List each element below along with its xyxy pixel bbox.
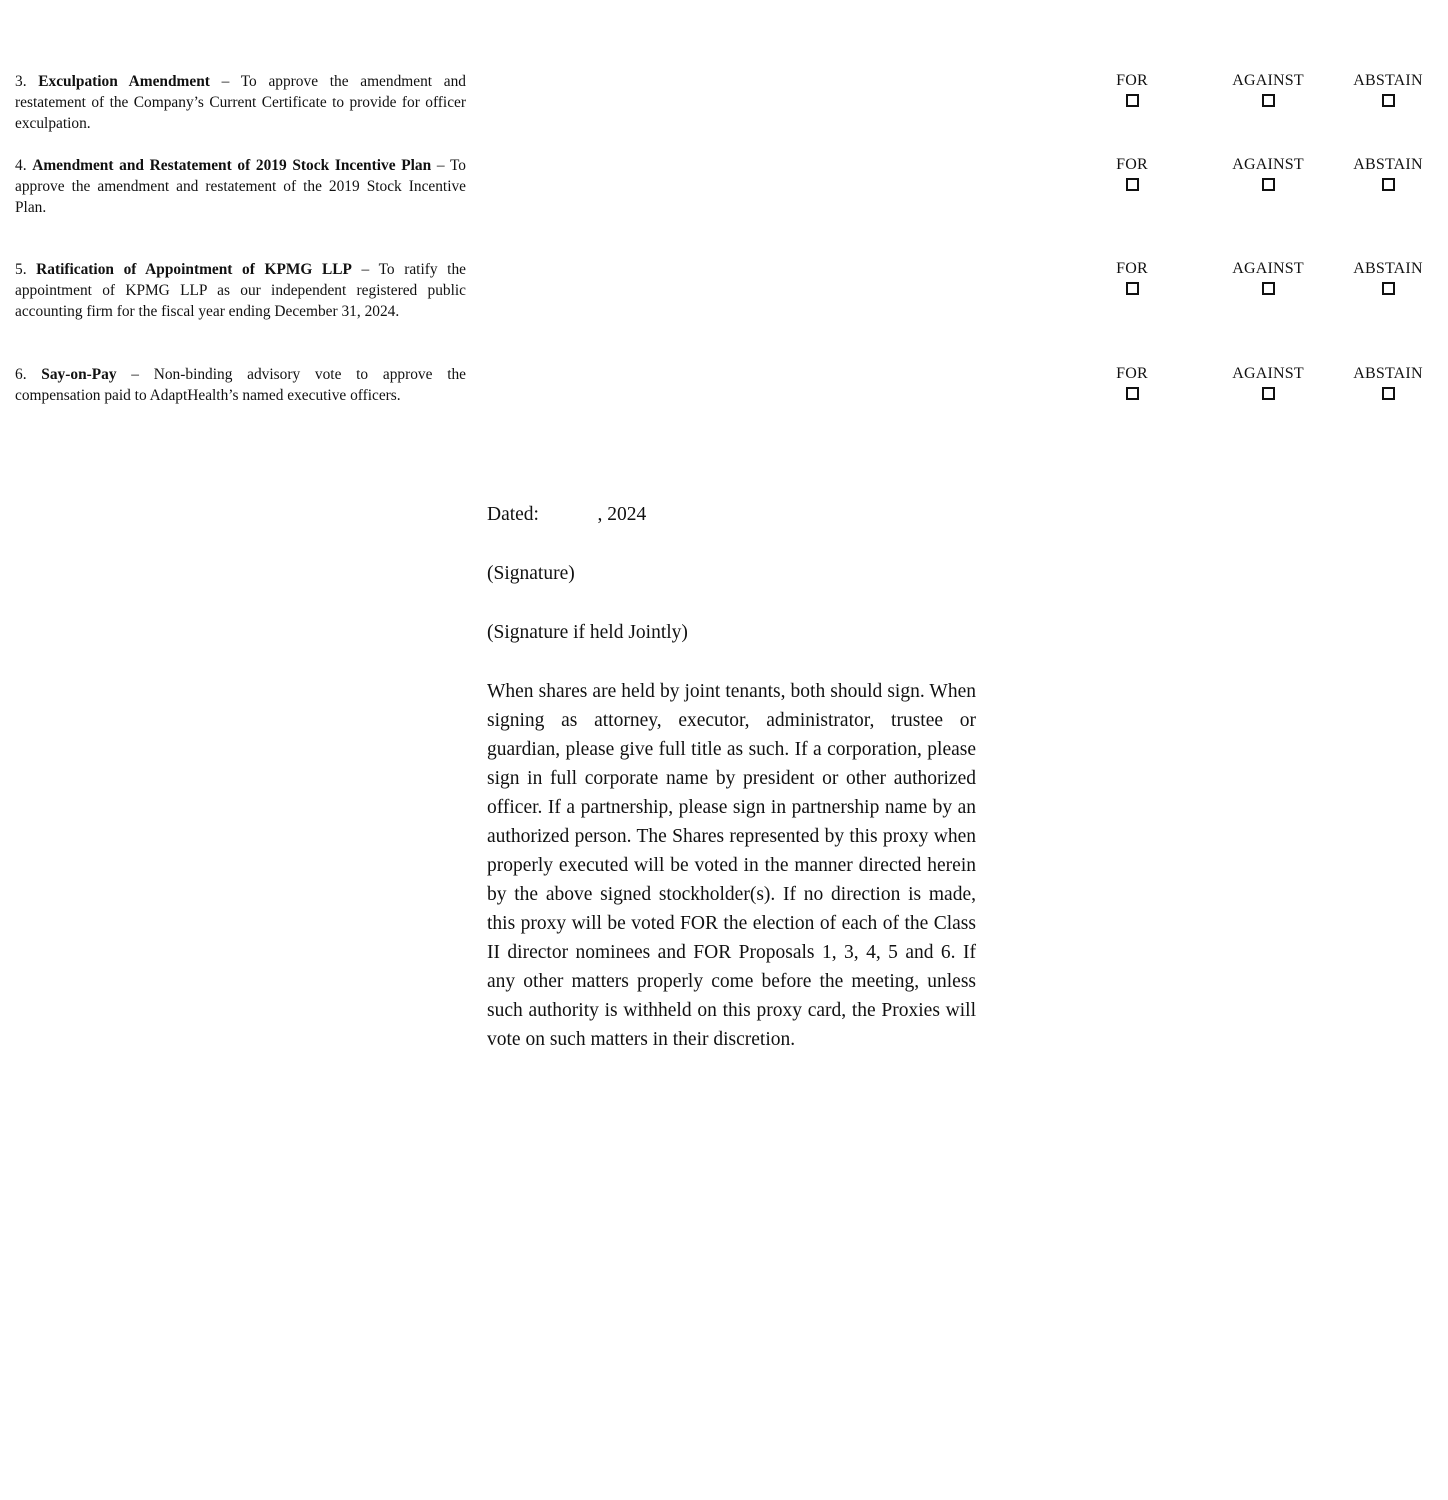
proposal-row <box>0 71 1423 135</box>
checkbox-abstain[interactable] <box>1382 387 1395 400</box>
vote-option-against[interactable] <box>1208 259 1328 295</box>
vote-label-abstain: ABSTAIN <box>1353 365 1423 382</box>
signature-joint-line[interactable]: (Signature if held Jointly) <box>487 622 688 643</box>
proposal-dash: – <box>209 73 241 90</box>
proposal-dash: – <box>431 157 450 174</box>
vote-label-for: FOR <box>1116 72 1148 89</box>
checkbox-for[interactable] <box>1126 282 1139 295</box>
checkbox-abstain[interactable] <box>1382 282 1395 295</box>
dated-line[interactable]: Dated: , 2024 <box>487 504 647 525</box>
proposal-body: Non-binding advisory vote to approve the compensation paid to AdaptHealth’s named executive officers. <box>15 366 466 405</box>
vote-option-abstain[interactable] <box>1328 155 1448 191</box>
proposal-text <box>15 155 466 219</box>
proposal-text <box>15 71 466 135</box>
proposal-row <box>0 155 1423 219</box>
vote-label-against: AGAINST <box>1232 260 1304 277</box>
vote-label-for: FOR <box>1116 260 1148 277</box>
proposal-title: Ratification of Appointment of KPMG LLP <box>36 261 352 278</box>
vote-group <box>466 155 1423 173</box>
vote-label-against: AGAINST <box>1232 156 1304 173</box>
signing-instructions: When shares are held by joint tenants, both should sign. When signing as attorney, executor, administrator, trustee or guardian, please give full title as such. If a corporation, please sign in full corporate name by president or other authorized officer. If a partnership, please sign in partnership name by an authorized person. The Shares represented by this proxy when properly executed will be voted in the manner directed herein by the above signed stockholder(s). If no direction is made, this proxy will be voted FOR the election of each of the Class II director nominees and FOR Proposals 1, 3, 4, 5 and 6. If any other matters properly come before the meeting, unless such authority is withheld on this proxy card, the Proxies will vote on such matters in their discretion. <box>487 681 976 1050</box>
proposal-row <box>0 364 1423 406</box>
vote-option-abstain[interactable] <box>1328 259 1448 295</box>
proposal-title: Exculpation Amendment <box>38 73 210 90</box>
vote-group <box>466 259 1423 277</box>
signature-block <box>487 500 976 1054</box>
vote-option-for[interactable] <box>1072 364 1192 400</box>
proposal-row <box>0 259 1423 323</box>
checkbox-abstain[interactable] <box>1382 94 1395 107</box>
vote-option-against[interactable] <box>1208 71 1328 107</box>
vote-label-against: AGAINST <box>1232 365 1304 382</box>
checkbox-against[interactable] <box>1262 178 1275 191</box>
vote-option-against[interactable] <box>1208 364 1328 400</box>
vote-label-abstain: ABSTAIN <box>1353 156 1423 173</box>
vote-group <box>466 71 1423 89</box>
proposal-number: 3. <box>15 73 27 90</box>
proposal-body: To approve the amendment and restatement of the 2019 Stock Incentive Plan. <box>15 157 466 217</box>
proposal-dash: – <box>116 366 154 383</box>
vote-option-for[interactable] <box>1072 259 1192 295</box>
vote-option-abstain[interactable] <box>1328 71 1448 107</box>
checkbox-abstain[interactable] <box>1382 178 1395 191</box>
proposal-text <box>15 364 466 406</box>
proposal-dash: – <box>351 261 379 278</box>
proposal-number: 5. <box>15 261 27 278</box>
signature-line[interactable]: (Signature) <box>487 563 575 584</box>
vote-option-against[interactable] <box>1208 155 1328 191</box>
checkbox-against[interactable] <box>1262 94 1275 107</box>
checkbox-against[interactable] <box>1262 282 1275 295</box>
proposal-body: To approve the amendment and restatement of the Company’s Current Certificate to provide for officer exculpation. <box>15 73 466 133</box>
vote-label-abstain: ABSTAIN <box>1353 72 1423 89</box>
vote-option-abstain[interactable] <box>1328 364 1448 400</box>
proposal-title: Amendment and Restatement of 2019 Stock Incentive Plan <box>32 157 432 174</box>
vote-option-for[interactable] <box>1072 71 1192 107</box>
vote-group <box>466 364 1423 382</box>
proposal-number: 6. <box>15 366 27 383</box>
proposal-text <box>15 259 466 323</box>
vote-label-for: FOR <box>1116 365 1148 382</box>
proposal-body: To ratify the appointment of KPMG LLP as our independent registered public accounting firm for the fiscal year ending December 31, 2024. <box>15 261 466 321</box>
proposal-title: Say-on-Pay <box>41 366 117 383</box>
vote-label-abstain: ABSTAIN <box>1353 260 1423 277</box>
proposal-number: 4. <box>15 157 27 174</box>
checkbox-for[interactable] <box>1126 178 1139 191</box>
vote-option-for[interactable] <box>1072 155 1192 191</box>
vote-label-for: FOR <box>1116 156 1148 173</box>
vote-label-against: AGAINST <box>1232 72 1304 89</box>
checkbox-for[interactable] <box>1126 387 1139 400</box>
checkbox-against[interactable] <box>1262 387 1275 400</box>
checkbox-for[interactable] <box>1126 94 1139 107</box>
